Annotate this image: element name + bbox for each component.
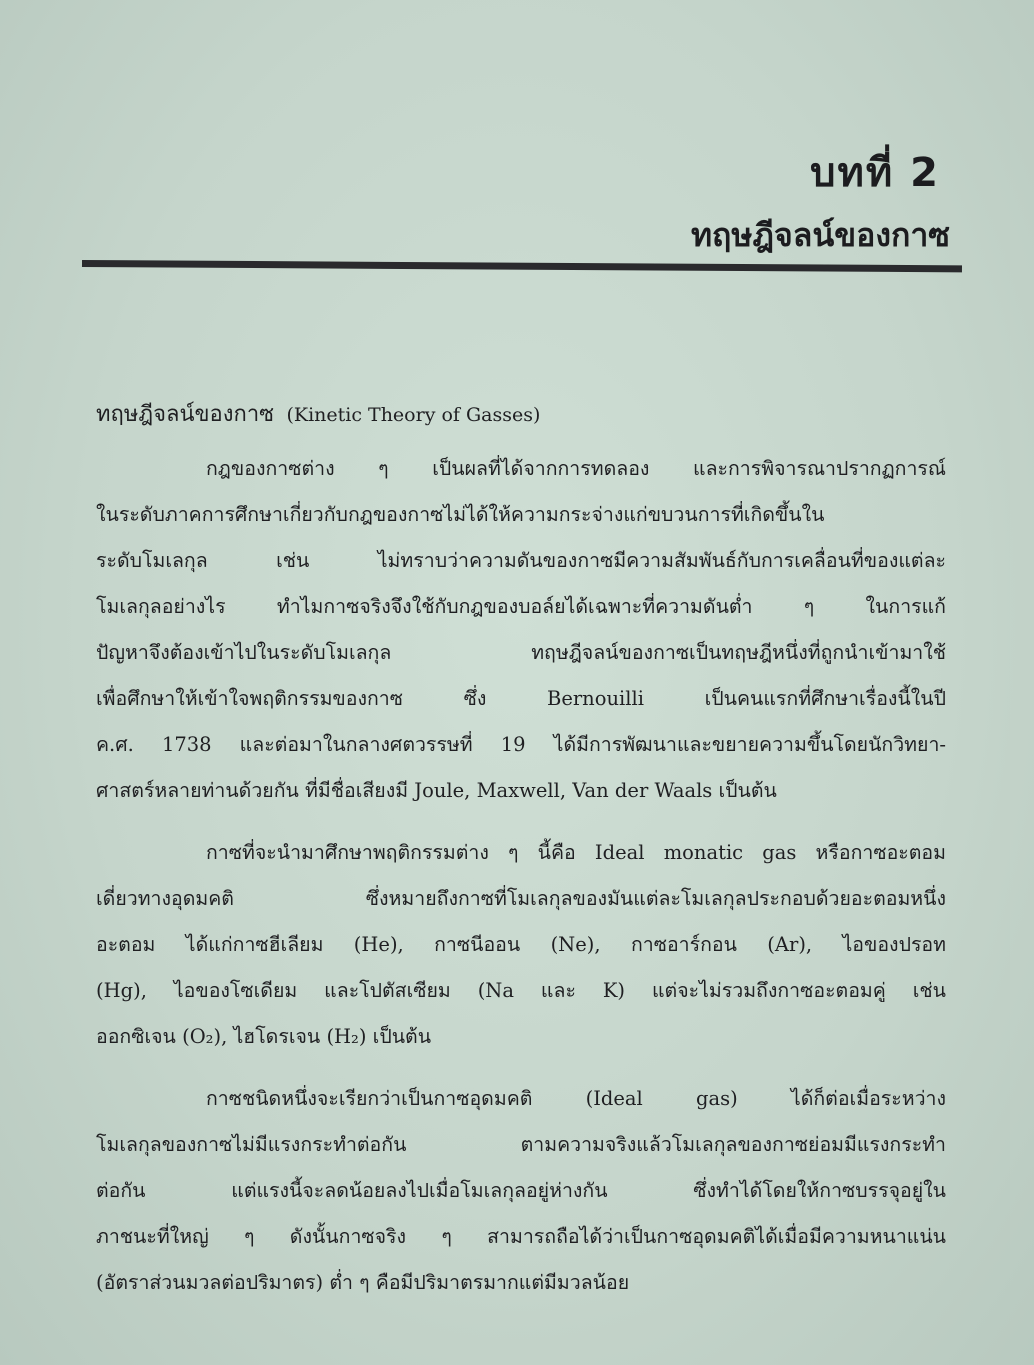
section-heading-thai: ทฤษฎีจลน์ของกาซ xyxy=(96,402,275,427)
paragraph-3 xyxy=(96,1076,946,1306)
chapter-number: บทที่ 2 xyxy=(810,150,940,196)
paragraph-line: ศาสตร์หลายท่านด้วยกัน ที่มีชื่อเสียงมี Joule, Maxwell, Van der Waals เป็นต้น xyxy=(96,779,777,802)
section-heading-english: (Kinetic Theory of Gasses) xyxy=(286,404,541,426)
chapter-title: ทฤษฎีจลน์ของกาซ xyxy=(690,216,950,254)
paragraph-line: เพื่อศึกษาให้เข้าใจพฤติกรรมของกาซ ซึ่ง Bernouilli เป็นคนแรกที่ศึกษาเรื่องนี้ในปี xyxy=(96,687,946,710)
paragraph-line: เดี่ยวทางอุดมคติ ซึ่งหมายถึงกาซที่โมเลกุลของมันแต่ละโมเลกุลประกอบด้วยอะตอมหนึ่ง xyxy=(96,887,946,910)
paragraph-line: ระดับโมเลกุล เช่น ไม่ทราบว่าความดันของกาซมีความสัมพันธ์กับการเคลื่อนที่ของแต่ละ xyxy=(96,549,946,572)
paragraph-line: กฎของกาซต่าง ๆ เป็นผลที่ได้จากการทดลอง และการพิจารณาปรากฏการณ์ xyxy=(206,457,946,480)
paragraph-line: โมเลกุลอย่างไร ทำไมกาซจริงจึงใช้กับกฎของบอล์ยได้เฉพาะที่ความดันต่ำ ๆ ในการแก้ xyxy=(96,595,946,618)
paragraph-line: โมเลกุลของกาซไม่มีแรงกระทำต่อกัน ตามความจริงแล้วโมเลกุลของกาซย่อมมีแรงกระทำ xyxy=(96,1133,946,1156)
title-divider xyxy=(82,260,962,272)
paragraph-line: ปัญหาจึงต้องเข้าไปในระดับโมเลกุล ทฤษฎีจลน์ของกาซเป็นทฤษฎีหนึ่งที่ถูกนำเข้ามาใช้ xyxy=(96,641,946,664)
paragraph-line: (อัตราส่วนมวลต่อปริมาตร) ต่ำ ๆ คือมีปริมาตรมากแต่มีมวลน้อย xyxy=(96,1271,630,1294)
paragraph-line: ต่อกัน แต่แรงนี้จะลดน้อยลงไปเมื่อโมเลกุลอยู่ห่างกัน ซึ่งทำได้โดยให้กาซบรรจุอยู่ใน xyxy=(96,1179,946,1202)
paragraph-line: ภาชนะที่ใหญ่ ๆ ดังนั้นกาซจริง ๆ สามารถถือได้ว่าเป็นกาซอุดมคติได้เมื่อมีความหนาแน่น xyxy=(96,1225,946,1248)
section-heading xyxy=(96,396,540,431)
paragraph-line: ในระดับภาคการศึกษาเกี่ยวกับกฎของกาซไม่ได้ให้ความกระจ่างแก่ขบวนการที่เกิดขึ้นใน xyxy=(96,503,825,526)
paragraph-2 xyxy=(96,830,946,1060)
paragraph-line: กาซที่จะนำมาศึกษาพฤติกรรมต่าง ๆ นี้คือ Ideal monatic gas หรือกาซอะตอม xyxy=(206,841,946,864)
paragraph-line: ออกซิเจน (O₂), ไฮโดรเจน (H₂) เป็นต้น xyxy=(96,1025,432,1048)
paragraph-line: อะตอม ได้แก่กาซฮีเลียม (He), กาซนีออน (Ne), กาซอาร์กอน (Ar), ไอของปรอท xyxy=(96,933,946,956)
paragraph-line: ค.ศ. 1738 และต่อมาในกลางศตวรรษที่ 19 ได้มีการพัฒนาและขยายความขึ้นโดยนักวิทยา- xyxy=(96,733,946,756)
paragraph-line: กาซชนิดหนึ่งจะเรียกว่าเป็นกาซอุดมคติ (Ideal gas) ได้ก็ต่อเมื่อระหว่าง xyxy=(206,1087,946,1110)
paragraph-line: (Hg), ไอของโซเดียม และโปตัสเซียม (Na และ K) แต่จะไม่รวมถึงกาซอะตอมคู่ เช่น xyxy=(96,979,946,1002)
paragraph-1 xyxy=(96,446,946,814)
